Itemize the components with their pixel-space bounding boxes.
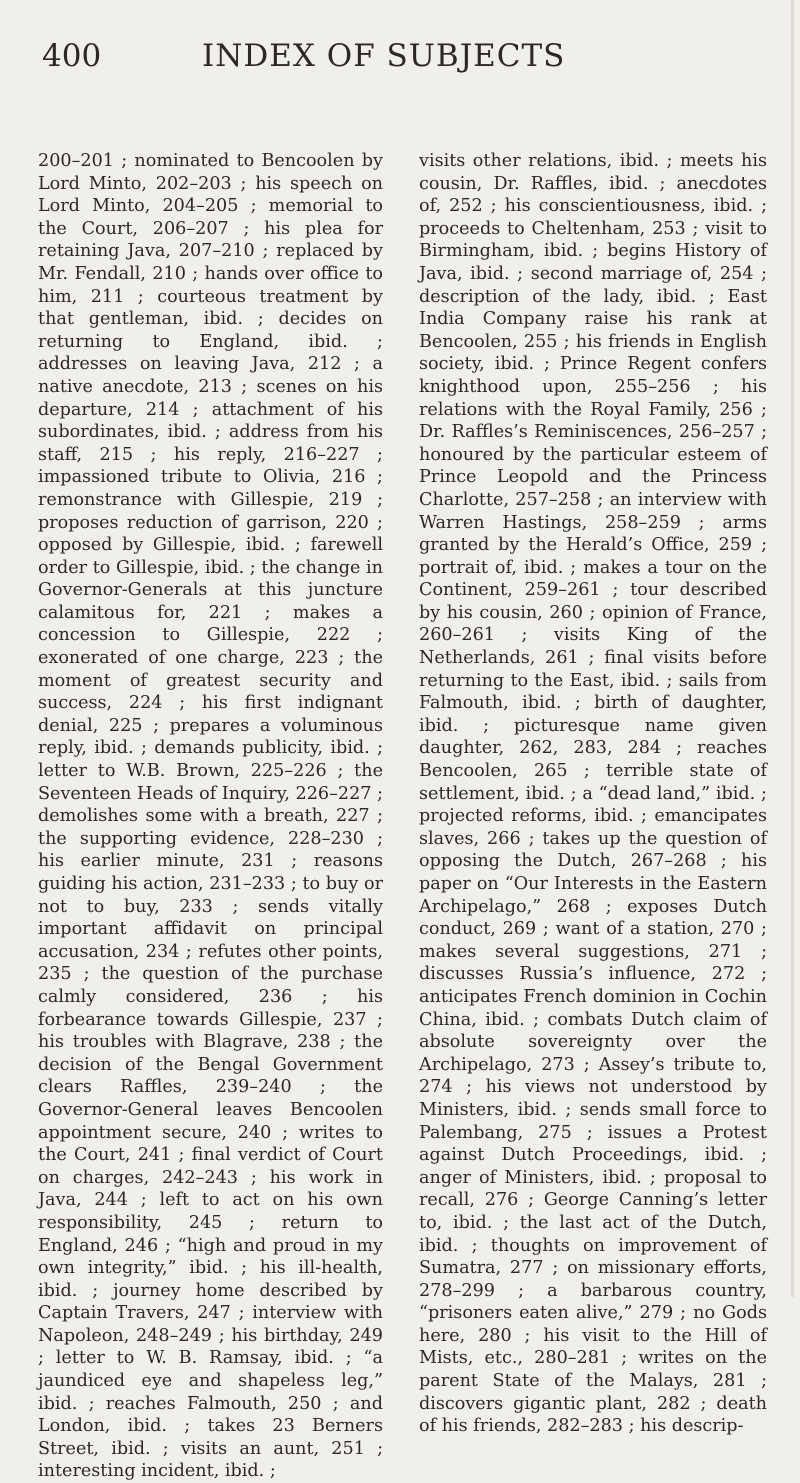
running-title: INDEX OF SUBJECTS bbox=[202, 38, 566, 74]
page-edge bbox=[791, 0, 794, 1297]
index-column-right bbox=[419, 150, 767, 1438]
index-entry-text-left: 200–201 ; nominated to Bencoolen by Lord Minto, 202–203 ; his speech on Lord Minto, 204–205 ; memorial to the Court, 206–207 ; his plea for retaining Java, 207–210 ; replaced by Mr. Fendall, 210 ; hands over office to him, 211 ; courteous treatment by that gentleman, ibid. ; decides on returning to England, ibid. ; addresses on leaving Java, 212 ; a native anecdote, 213 ; scenes on his departure, 214 ; attachment of his subordinates, ibid. ; address from his staff, 215 ; his reply, 216–227 ; impassioned tribute to Olivia, 216 ; remonstrance with Gillespie, 219 ; proposes reduction of garrison, 220 ; opposed by Gillespie, ibid. ; farewell order to Gillespie, ibid. ; the change in Governor-Generals at this juncture calamitous for, 221 ; makes a concession to Gillespie, 222 ; exonerated of one charge, 223 ; the moment of greatest security and success, 224 ; his first indignant denial, 225 ; prepares a voluminous reply, ibid. ; demands publicity, ibid. ; letter to W.B. Brown, 225–226 ; the Seventeen Heads of Inquiry, 226–227 ; demolishes some with a breath, 227 ; the supporting evidence, 228–230 ; his earlier minute, 231 ; reasons guiding his action, 231–233 ; to buy or not to buy, 233 ; sends vitally important affidavit on principal accusation, 234 ; refutes other points, 235 ; the question of the purchase calmly considered, 236 ; his forbearance towards Gillespie, 237 ; his troubles with Blagrave, 238 ; the decision of the Bengal Government clears Raffles, 239–240 ; the Governor-General leaves Bencoolen appointment secure, 240 ; writes to the Court, 241 ; final verdict of Court on charges, 242–243 ; his work in Java, 244 ; left to act on his own responsibility, 245 ; return to England, 246 ; “high and proud in my own integrity,” ibid. ; his ill-health, ibid. ; journey home described by Captain Travers, 247 ; interview with Napoleon, 248–249 ; his birthday, 249 ; letter to W. B. Ramsay, ibid. ; “a jaundiced eye and shapeless leg,” ibid. ; reaches Falmouth, 250 ; and London, ibid. ; takes 23 Berners Street, ibid. ; visits an aunt, 251 ; interesting incident, ibid. ; bbox=[38, 151, 383, 1482]
index-entry-text-right: visits other relations, ibid. ; meets his cousin, Dr. Raffles, ibid. ; anecdotes of, 252 ; his conscientiousness, ibid. ; proceeds to Cheltenham, 253 ; visit to Birmingham, ibid. ; begins History of Java, ibid. ; second marriage of, 254 ; description of the lady, ibid. ; East India Company raise his rank at Bencoolen, 255 ; his friends in English society, ibid. ; Prince Regent confers knighthood upon, 255–256 ; his relations with the Royal Family, 256 ; Dr. Raffles’s Reminiscences, 256–257 ; honoured by the particular esteem of Prince Leopold and the Princess Charlotte, 257–258 ; an interview with Warren Hastings, 258–259 ; arms granted by the Herald’s Office, 259 ; portrait of, ibid. ; makes a tour on the Continent, 259–261 ; tour described by his cousin, 260 ; opinion of France, 260–261 ; visits King of the Netherlands, 261 ; final visits before returning to the East, ibid. ; sails from Falmouth, ibid. ; birth of daughter, ibid. ; picturesque name given daughter, 262, 283, 284 ; reaches Bencoolen, 265 ; terrible state of settlement, ibid. ; a “dead land,” ibid. ; projected reforms, ibid. ; emancipates slaves, 266 ; takes up the question of opposing the Dutch, 267–268 ; his paper on “Our Interests in the Eastern Archipelago,” 268 ; exposes Dutch conduct, 269 ; want of a station, 270 ; makes several suggestions, 271 ; discusses Russia’s influence, 272 ; anticipates French dominion in Cochin China, ibid. ; combats Dutch claim of absolute sovereignty over the Archipelago, 273 ; Assey’s tribute to, 274 ; his views not understood by Ministers, ibid. ; sends small force to Palembang, 275 ; issues a Protest against Dutch Proceedings, ibid. ; anger of Ministers, ibid. ; proposal to recall, 276 ; George Canning’s letter to, ibid. ; the last act of the Dutch, ibid. ; thoughts on improvement of Sumatra, 277 ; on missionary efforts, 278–299 ; a barbarous country, “prisoners eaten alive,” 279 ; no Gods here, 280 ; his visit to the Hill of Mists, etc., 280–281 ; writes on the parent State of the Malays, 281 ; discovers gigantic plant, 282 ; death of his friends, 282–283 ; his descrip- bbox=[419, 151, 767, 1437]
index-column-left bbox=[38, 150, 383, 1483]
page-number: 400 bbox=[42, 38, 102, 74]
page-header bbox=[0, 34, 800, 94]
